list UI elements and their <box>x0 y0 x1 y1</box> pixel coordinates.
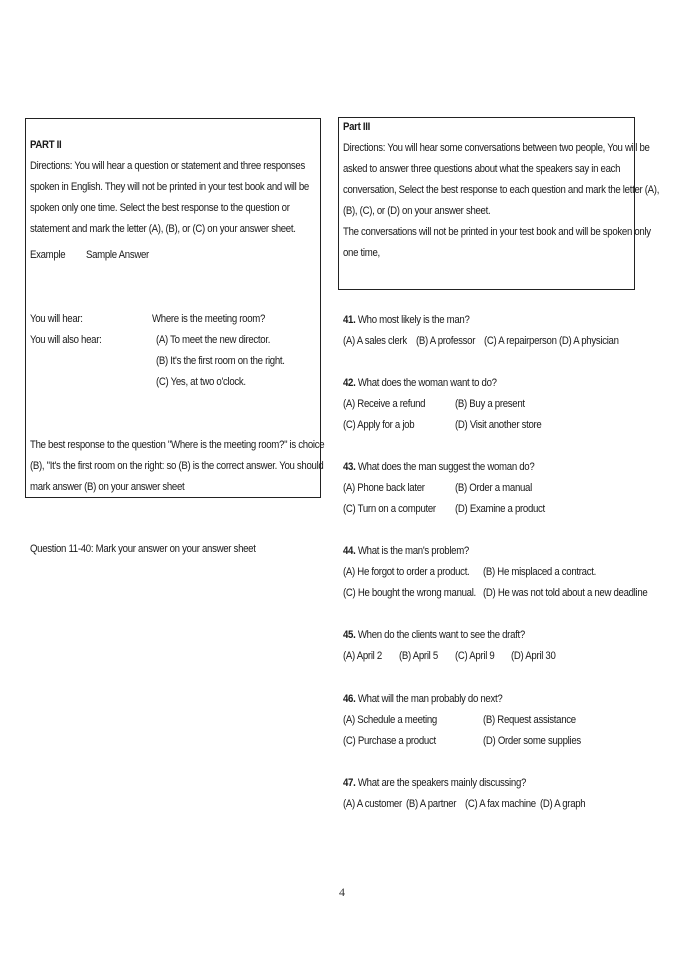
option-a[interactable]: (A) Phone back later <box>343 482 425 494</box>
part3-directions-line: The conversations will not be printed in your test book and will be spoken only <box>343 226 651 238</box>
response-item: (C) Yes, at two o'clock. <box>156 376 246 388</box>
option-b[interactable]: (B) A professor <box>416 335 476 347</box>
option-c[interactable]: (C) A repairperson <box>484 335 557 347</box>
option-c[interactable]: (C) He bought the wrong manual. <box>343 587 476 599</box>
question-text: What does the woman want to do? <box>357 377 497 389</box>
question-text: What will the man probably do next? <box>357 693 503 705</box>
response-item: (A) To meet the new director. <box>156 334 271 346</box>
question-47 <box>343 773 556 794</box>
part2-title: PART II <box>30 139 62 151</box>
response-list <box>156 330 306 393</box>
part2-directions-line: Directions: You will hear a question or statement and three responses <box>30 160 305 172</box>
option-d[interactable]: (D) Visit another store <box>455 419 542 431</box>
question-text: What is the man's problem? <box>357 545 469 557</box>
option-b[interactable]: (B) Order a manual <box>455 482 532 494</box>
option-c[interactable]: (C) Turn on a computer <box>343 503 436 515</box>
option-a[interactable]: (A) Receive a refund <box>343 398 426 410</box>
option-d[interactable]: (D) He was not told about a new deadline <box>483 587 648 599</box>
part2-directions-line: spoken only one time. Select the best response to the question or <box>30 202 290 214</box>
question-text: Who most likely is the man? <box>357 314 470 326</box>
you-will-hear-label: You will hear: <box>30 313 83 325</box>
option-b[interactable]: (B) Buy a present <box>455 398 525 410</box>
option-d[interactable]: (D) Examine a product <box>455 503 545 515</box>
part3-directions-line: one time, <box>343 247 380 259</box>
option-d[interactable]: (D) A physician <box>559 335 619 347</box>
question-text: When do the clients want to see the draft? <box>357 629 525 641</box>
part3-directions-line: conversation, Select the best response to each question and mark the letter (A), <box>343 184 660 196</box>
questions-note: Question 11-40: Mark your answer on your answer sheet <box>30 543 256 555</box>
option-a[interactable]: (A) He forgot to order a product. <box>343 566 470 578</box>
part3-directions-line: (B), (C), or (D) on your answer sheet. <box>343 205 491 217</box>
question-46 <box>343 689 528 710</box>
response-item: (B) It's the first room on the right. <box>156 355 285 367</box>
option-a[interactable]: (A) A customer <box>343 798 402 810</box>
part2-section <box>30 135 354 240</box>
page-number: 4 <box>339 885 345 899</box>
part3-section <box>343 117 700 264</box>
explanation-line: mark answer (B) on your answer sheet <box>30 481 185 493</box>
option-a[interactable]: (A) Schedule a meeting <box>343 714 437 726</box>
part2-explanation <box>30 435 372 498</box>
option-b[interactable]: (B) He misplaced a contract. <box>483 566 596 578</box>
you-will-hear-text: Where is the meeting room? <box>152 313 266 325</box>
part3-title: Part III <box>343 121 371 133</box>
option-c[interactable]: (C) A fax machine <box>465 798 536 810</box>
question-text: What are the speakers mainly discussing? <box>357 777 527 789</box>
option-a[interactable]: (A) A sales clerk <box>343 335 407 347</box>
question-number: 42. <box>343 377 356 389</box>
question-number: 46. <box>343 693 356 705</box>
you-will-also-hear-label: You will also hear: <box>30 334 102 346</box>
option-b[interactable]: (B) April 5 <box>399 650 438 662</box>
explanation-line: (B), "It's the first room on the right: so (B) is the correct answer. You should <box>30 460 324 472</box>
question-44 <box>343 541 490 562</box>
question-number: 47. <box>343 777 356 789</box>
sample-answer-label: Sample Answer <box>86 249 149 261</box>
part2-directions-line: spoken in English. They will not be printed in your test book and will be <box>30 181 309 193</box>
question-number: 45. <box>343 629 356 641</box>
question-41 <box>343 310 490 331</box>
option-d[interactable]: (D) A graph <box>540 798 586 810</box>
question-text: What does the man suggest the woman do? <box>357 461 535 473</box>
explanation-line: The best response to the question "Where is the meeting room?" is choice <box>30 439 325 451</box>
option-b[interactable]: (B) A partner <box>406 798 457 810</box>
question-45 <box>343 625 555 646</box>
question-number: 43. <box>343 461 356 473</box>
option-d[interactable]: (D) April 30 <box>511 650 556 662</box>
part3-directions-line: asked to answer three questions about what the speakers say in each <box>343 163 621 175</box>
example-label: Example <box>30 249 66 261</box>
question-number: 44. <box>343 545 356 557</box>
option-c[interactable]: (C) Purchase a product <box>343 735 436 747</box>
option-a[interactable]: (A) April 2 <box>343 650 382 662</box>
option-c[interactable]: (C) April 9 <box>455 650 495 662</box>
option-c[interactable]: (C) Apply for a job <box>343 419 415 431</box>
question-number: 41. <box>343 314 356 326</box>
part3-directions-line: Directions: You will hear some conversations between two people, You will be <box>343 142 650 154</box>
part2-directions-line: statement and mark the letter (A), (B), or (C) on your answer sheet. <box>30 223 296 235</box>
question-43 <box>343 457 566 478</box>
question-42 <box>343 373 522 394</box>
option-d[interactable]: (D) Order some supplies <box>483 735 581 747</box>
option-b[interactable]: (B) Request assistance <box>483 714 576 726</box>
